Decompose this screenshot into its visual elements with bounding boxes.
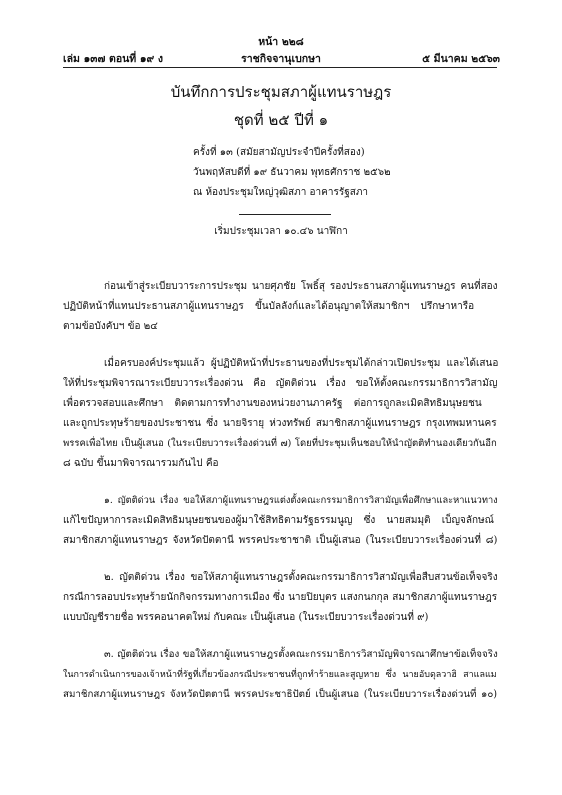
body-line: เมื่อครบองค์ประชุมแล้ว ผู้ปฏิบัติหน้าที่ประธานของที่ประชุมได้กล่าวเปิดประชุม และได้เสนอ [104, 358, 499, 369]
body-line: สมาชิกสภาผู้แทนราษฎร จังหวัดปัตตานี พรรคประชาธิปัตย์ เป็นผู้เสนอ (ในระเบียบวาระเรื่องด่วนที่ ๑๐) [63, 689, 498, 700]
gazette-volume: เล่ม ๑๓๗ ตอนที่ ๑๙ ง [63, 53, 164, 65]
gazette-date: ๕ มีนาคม ๒๕๖๓ [422, 53, 500, 65]
page-number: หน้า ๒๒๘ [258, 36, 304, 48]
document-title: บันทึกการประชุมสภาผู้แทนราษฎร [170, 83, 392, 101]
body-line: สมาชิกสภาผู้แทนราษฎร จังหวัดปัตตานี พรรคประชาชาติ เป็นผู้เสนอ (ในระเบียบวาระเรื่องด่วนที่ ๘) [63, 535, 498, 546]
body-line: ตามข้อบังคับฯ ข้อ ๒๔ [63, 321, 158, 332]
body-line: ๓. ญัตติด่วน เรื่อง ขอให้สภาผู้แทนราษฎรตั้งคณะกรรมาธิการวิสามัญพิจารณาศึกษาข้อเท็จจริง [104, 649, 498, 660]
body-line: แบบบัญชีรายชื่อ พรรคอนาคตใหม่ กับคณะ เป็นผู้เสนอ (ในระเบียบวาระเรื่องด่วนที่ ๙) [63, 612, 429, 623]
body-line: ในการดำเนินการของเจ้าหน้าที่รัฐที่เกี่ยวข้องกรณีประชาชนที่ถูกทำร้ายและสูญหาย ซึ่ง นายอับดุลวาฮิ สาแลแม [63, 670, 497, 680]
body-line: ก่อนเข้าสู่ระเบียบวาระการประชุม นายศุภชัย โพธิ์สุ รองประธานสภาผู้แทนราษฎร คนที่สอง [104, 281, 498, 292]
body-line: ปฏิบัติหน้าที่แทนประธานสภาผู้แทนราษฎร ขึ้นบัลลังก์และได้อนุญาตให้สมาชิกฯ ปรึกษาหารือ [63, 301, 475, 312]
body-line: ให้ที่ประชุมพิจารณาระเบียบวาระเรื่องด่วน คือ ญัตติด่วน เรื่อง ขอให้ตั้งคณะกรรมาธิการวิสามัญ [63, 378, 498, 389]
body-line: พรรคเพื่อไทย เป็นผู้เสนอ (ในระเบียบวาระเรื่องด่วนที่ ๗) โดยที่ประชุมเห็นชอบให้นำญัตติทำนองเดียวกันอีก [63, 438, 497, 449]
title-divider [239, 214, 331, 215]
document-subtitle: ชุดที่ ๒๕ ปีที่ ๑ [233, 111, 329, 129]
body-line: ๘ ฉบับ ขึ้นมาพิจารณารวมกันไป คือ [63, 458, 219, 469]
body-line: และถูกประทุษร้ายของประชาชน ซึ่ง นายจิรายุ ห่วงทรัพย์ สมาชิกสภาผู้แทนราษฎร กรุงเทพมหานคร [63, 418, 497, 429]
body-line: แก้ไขปัญหาการละเมิดสิทธิมนุษยชนของผู้มาใช้สิทธิตามรัฐธรรมนูญ ซึ่ง นายสมมุติ เบ็ญจลักษณ์ [63, 515, 494, 526]
header-rule [63, 67, 497, 68]
body-line: ๑. ญัตติด่วน เรื่อง ขอให้สภาผู้แทนราษฎรแต่งตั้งคณะกรรมาธิการวิสามัญเพื่อศึกษาและหาแนวทาง [104, 495, 498, 506]
start-time: เริ่มประชุมเวลา ๑๐.๔๖ นาฬิกา [214, 226, 348, 237]
gazette-name: ราชกิจจานุเบกษา [241, 53, 321, 65]
session-info: ครั้งที่ ๑๓ (สมัยสามัญประจำปีครั้งที่สอง) [193, 147, 365, 158]
body-line: เพื่อตรวจสอบและศึกษา ติดตามการทำงานของหน่วยงานภาครัฐ ต่อการถูกละเมิดสิทธิมนุษยชน [63, 398, 482, 409]
meeting-date: วันพฤหัสบดีที่ ๑๙ ธันวาคม พุทธศักราช ๒๕๖๒ [193, 167, 391, 178]
meeting-place: ณ ห้องประชุมใหญ่วุฒิสภา อาคารรัฐสภา [193, 187, 369, 198]
body-line: กรณีการลอบประทุษร้ายนักกิจกรรมทางการเมือง ซึ่ง นายปิยบุตร แสงกนกกุล สมาชิกสภาผู้แทนราษฎร [63, 592, 498, 603]
body-line: ๒. ญัตติด่วน เรื่อง ขอให้สภาผู้แทนราษฎรตั้งคณะกรรมาธิการวิสามัญเพื่อสืบสวนข้อเท็จจริง [104, 572, 498, 583]
